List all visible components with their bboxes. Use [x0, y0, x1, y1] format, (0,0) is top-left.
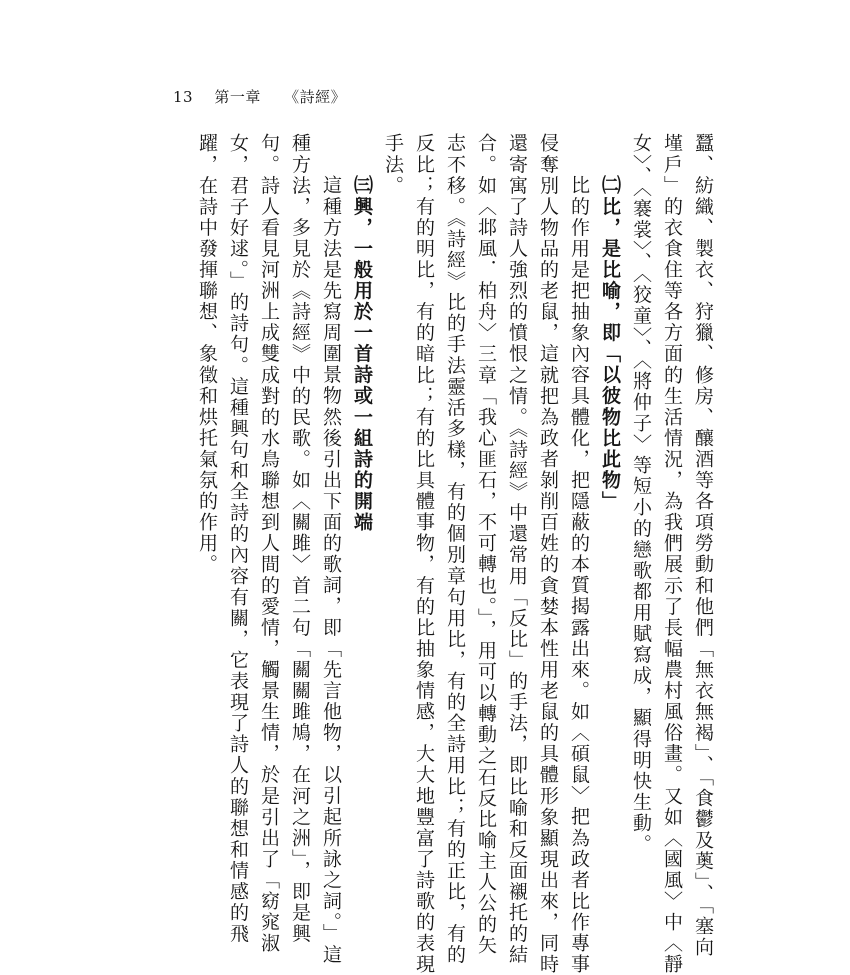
text-column: 志不移。《詩經》比的手法靈活多樣，有的個別章句用比，有的全詩用比；有的正比，有的: [444, 133, 466, 966]
text-column: 墐戶」的衣食住等各方面的生活情況，為我們展示了長幅農村風俗畫。又如〈國風〉中〈靜: [661, 133, 683, 975]
section-heading-comparison: ㈡比，是比喻，即「以彼物比此物」: [599, 175, 621, 512]
chapter-label: 第一章: [214, 88, 261, 106]
page-number: 13: [173, 88, 194, 106]
text-column: 躍，在詩中發揮聯想、象徵和烘托氣氛的作用。: [196, 133, 218, 576]
text-column: 侵奪別人物品的老鼠，這就把為政者剝削百姓的貪婪本性用老鼠的具體形象顯現出來，同時: [537, 133, 559, 975]
book-title: 《詩經》: [284, 88, 347, 106]
text-column: 蠶、紡織、製衣、狩獵、修房、釀酒等各項勞動和他們「無衣無褐」、「食鬱及薁」、「塞向: [692, 133, 714, 959]
text-column: 手法。: [382, 133, 404, 197]
page-body: [172, 133, 714, 975]
text-column: 這種方法是先寫周圍景物然後引出下面的歌詞，即「先言他物，以引起所詠之詞。」這: [320, 175, 342, 966]
text-column: 種方法，多見於《詩經》中的民歌。如〈關雎〉首二句「關關雎鳩，在河之洲」，即是興: [289, 133, 311, 945]
text-column: 女，君子好逑。」的詩句。這種興句和全詩的內容有關，它表現了詩人的聯想和情感的飛: [227, 133, 249, 945]
text-column: 合。如〈邶風．柏舟〉三章「我心匪石，不可轉也。」，用可以轉動之石反比喻主人公的矢: [475, 133, 497, 956]
text-column: 句。詩人看見河洲上成雙成對的水鳥聯想到人間的愛情，觸景生情，於是引出了「窈窕淑: [258, 133, 280, 954]
text-column: 反比；有的明比，有的暗比；有的比具體事物，有的比抽象情感，大大地豐富了詩歌的表現: [413, 133, 435, 975]
section-heading-evocation: ㈢興，一般用於一首詩或一組詩的開端: [351, 175, 373, 533]
text-column: 女〉、〈褰裳〉、〈狡童〉、〈將仲子〉等短小的戀歌都用賦寫成，顯得明快生動。: [630, 133, 652, 855]
text-column: 還寄寓了詩人強烈的憤恨之情。《詩經》中還常用「反比」的手法，即比喻和反面襯托的結: [506, 133, 528, 966]
running-header: [173, 86, 346, 107]
text-column: 比的作用是把抽象內容具體化，把隱蔽的本質揭露出來。如〈碩鼠〉把為政者比作專事: [568, 175, 590, 975]
